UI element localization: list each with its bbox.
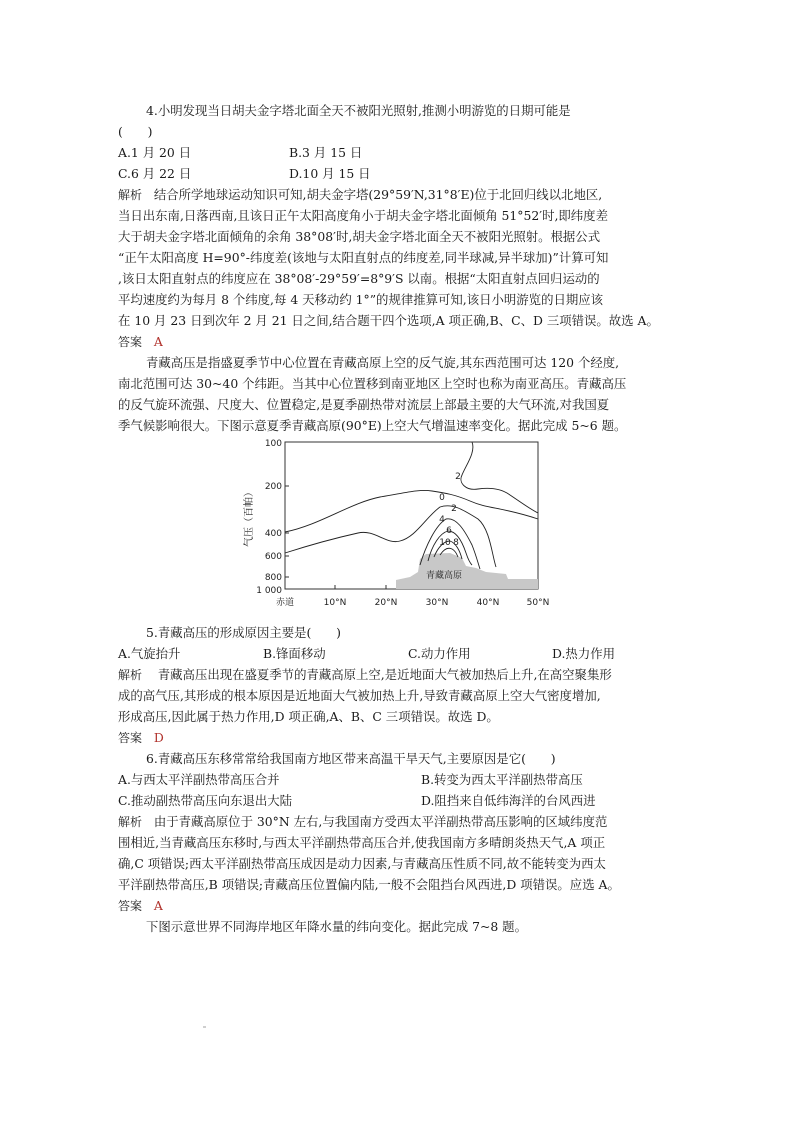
q6-analysis-line-2: 围相近,当青藏高压东移时,与西太平洋副热带高压合并,使我国南方多晴朗炎热天气,A 项正 [118,835,606,850]
q5-analysis-text: 青藏高压出现在盛夏季节的青藏高原上空,是近地面大气被加热后上升,在高空聚集形 [157,667,612,682]
temperature-rate-chart [240,437,560,612]
q5-option-d: D.热力作用 [552,646,615,661]
y-tick-label: 800 [264,573,282,583]
y-tick-label: 200 [264,482,282,492]
q5-answer-value: D [153,730,164,745]
q4-analysis-line-7: 在 10 月 23 日到次年 2 月 21 日之间,结合题干四个选项,A 项正确,B、C、D 三项错误。故选 A。 [118,313,659,328]
intro-line-2: 南北范围可达 30~40 个纬距。当其中心位置移到南亚地区上空时也称为南亚高压。青藏高压 [118,376,627,391]
q4-answer-line [118,334,163,350]
q4-analysis-line-4: “正午太阳高度 H=90°-纬度差(该地与太阳直射点的纬度差,同半球减,异半球加)”计算可知 [118,250,609,265]
q5-stem: 5.青藏高压的形成原因主要是( ) [146,625,341,640]
q4-analysis-line-1 [118,187,602,203]
contour-line [285,490,538,532]
plateau-label: 青藏高原 [425,571,463,581]
q6-answer-value: A [153,898,163,913]
q5-answer-label: 答案 [118,731,143,745]
x-tick-label: 40°N [476,598,500,608]
x-tick-label: 10°N [323,598,347,608]
plot-frame [285,442,538,589]
outro-text: 下图示意世界不同海岸地区年降水量的纬向变化。据此完成 7~8 题。 [146,919,527,934]
x-tick-label: 赤道 [275,598,295,608]
q5-analysis-line-2: 成的高气压,其形成的根本原因是近地面大气被加热上升,导致青藏高原上空大气密度增加, [118,688,601,703]
y-axis-label: 气压（百帕） [244,487,255,547]
intro-line-3: 的反气旋环流强、尺度大、位置稳定,是夏季副热带对流层上部最主要的大气环流,对我国夏 [118,397,610,412]
q4-analysis-line-6: 平均速度约为每月 8 个纬度,每 4 天移动约 1°”的规律推算可知,该日小明游览的日期应该 [118,292,604,307]
y-tick-label: 1 000 [256,586,282,596]
q4-option-b: B.3 月 15 日 [289,145,363,160]
q4-analysis-line-3: 大于胡夫金字塔北面倾角的余角 38°08′时,胡夫金字塔北面全天不被阳光照射。根据公式 [118,229,601,244]
contour-label: 4 [439,515,445,525]
q6-answer-label: 答案 [118,899,143,913]
q6-analysis-text: 由于青藏高原位于 30°N 左右,与我国南方受西太平洋副热带高压影响的区域纬度范 [153,814,608,829]
q6-stem: 6.青藏高压东移常常给我国南方地区带来高温干旱天气,主要原因是它( ) [146,751,556,766]
contour-line [285,506,496,567]
q4-option-c: C.6 月 22 日 [118,166,192,181]
q6-answer-line [118,898,163,914]
q4-analysis-label: 解析 [118,188,143,202]
x-tick-label: 30°N [425,598,449,608]
q6-analysis-line-4: 平洋副热带高压,B 项错误;青藏高压位置偏内陆,一般不会阻挡台风西进,D 项错误。应选 A。 [118,877,620,892]
q5-answer-line [118,730,164,746]
q4-analysis-line-5: ,该日太阳直射点的纬度应在 38°08′-29°59′=8°9′S 以南。根据“太阳直射点回归运动的 [118,271,600,286]
q4-option-d: D.10 月 15 日 [289,166,371,181]
q5-analysis-line-1 [118,667,612,683]
contour-label: 2 [451,504,457,514]
contour-label: 6 [446,526,452,536]
q6-analysis-line-3: 确,C 项错误;西太平洋副热带高压成因是动力因素,与青藏高压性质不同,故不能转变为西太 [118,856,606,871]
q5-option-b: B.锋面移动 [263,646,326,661]
q4-analysis-line-2: 当日出东南,日落西南,且该日正午太阳高度角小于胡夫金字塔北面倾角 51°52′时,即纬度差 [118,208,608,223]
y-tick-label: 600 [264,552,282,562]
q6-option-a: A.与西太平洋副热带高压合并 [118,772,280,787]
x-tick-label: 50°N [526,598,550,608]
q5-analysis-label: 解析 [118,668,143,682]
q6-option-d: D.阻挡来自低纬海洋的台风西进 [421,793,596,808]
contour-label: 2 [455,472,461,482]
contour-label: 10 [439,538,451,548]
intro-line-1: 青藏高压是指盛夏季节中心位置在青藏高原上空的反气旋,其东西范围可达 120 个经度, [146,355,620,370]
q4-answer-label: 答案 [118,335,143,349]
q6-option-c: C.推动副热带高压向东退出大陆 [118,793,293,808]
q5-analysis-line-3: 形成高压,因此属于热力作用,D 项正确,A、B、C 三项错误。故选 D。 [118,709,499,724]
q4-blank: ( ) [118,124,153,139]
contour-label: 0 [439,493,445,503]
q5-option-c: C.动力作用 [408,646,471,661]
plateau-shape [396,553,538,589]
q6-analysis-line-1 [118,814,607,830]
q4-answer-value: A [153,334,163,349]
y-tick-label: 400 [264,529,282,539]
q5-option-a: A.气旋抬升 [118,646,181,661]
scan-speck [203,1026,206,1028]
intro-line-4: 季气候影响很大。下图示意夏季青藏高原(90°E)上空大气增温速率变化。据此完成 5~6 题。 [118,418,627,433]
q4-stem: 4.小明发现当日胡夫金字塔北面全天不被阳光照射,推测小明游览的日期可能是 [146,103,571,118]
q6-option-b: B.转变为西太平洋副热带高压 [421,772,583,787]
q4-analysis-text: 结合所学地球运动知识可知,胡夫金字塔(29°59′N,31°8′E)位于北回归线以北地区, [153,187,603,202]
y-tick-label: 100 [264,439,282,449]
q6-analysis-label: 解析 [118,815,143,829]
x-tick-label: 20°N [374,598,398,608]
q4-option-a: A.1 月 20 日 [118,145,192,160]
contour-label: 8 [453,538,459,548]
